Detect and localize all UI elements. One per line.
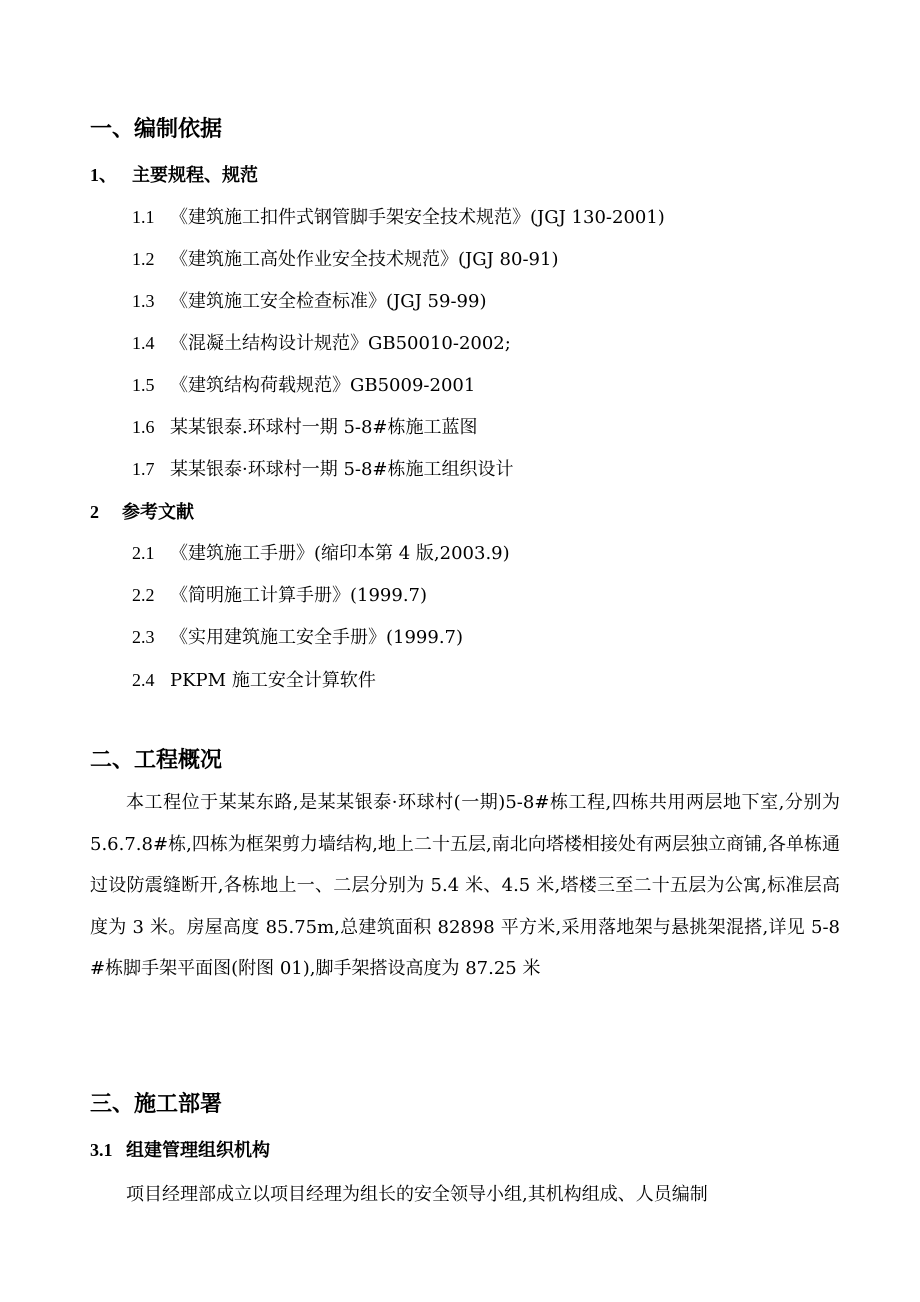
section-3-1-number: 3.1 [90,1140,113,1160]
reference-item-text: 某某银泰·环球村一期 5-8#栋施工组织设计 [170,459,514,480]
literature-item [132,586,427,605]
section-1-1-number: 1、 [90,165,117,185]
literature-item-text: PKPM 施工安全计算软件 [170,670,376,691]
organization-paragraph: 项目经理部成立以项目经理为组长的安全领导小组,其机构组成、人员编制 [126,1184,708,1205]
section-3-heading: 三、施工部署 [90,1092,223,1117]
reference-item-number: 1.4 [132,333,155,353]
literature-item-text: 《实用建筑施工安全手册》(1999.7) [170,627,464,648]
reference-item-number: 1.6 [132,417,155,437]
literature-item [132,671,376,690]
literature-item-text: 《简明施工计算手册》(1999.7) [170,585,428,606]
reference-item [132,292,486,311]
section-1-heading: 一、编制依据 [90,117,223,142]
section-3-1-title: 组建管理组织机构 [126,1140,270,1161]
literature-item-number: 2.4 [132,670,155,690]
literature-item-number: 2.3 [132,627,155,647]
reference-item-number: 1.3 [132,291,155,311]
literature-item-text: 《建筑施工手册》(缩印本第 4 版,2003.9) [170,543,510,564]
project-overview-paragraph: 本工程位于某某东路,是某某银泰·环球村(一期)5-8#栋工程,四栋共用两层地下室,分别为 5.6.7.8#栋,四栋为框架剪力墙结构,地上二十五层,南北向塔楼相接处有两层独立商铺,各单栋通过设防震缝断开,各栋地上一、二层分别为 5.4 米、4.5 米,塔楼三至二十五层为公寓,标准层高度为 3 米。房屋高度 85.75m,总建筑面积 82898 平方米,采用落地架与悬挑架混搭,详见 5-8#栋脚手架平面图(附图 01),脚手架搭设高度为 87.25 米 [90,792,840,979]
literature-item-number: 2.1 [132,543,155,563]
section-1-1-heading [90,166,258,185]
reference-item-text: 《建筑结构荷载规范》GB5009-2001 [170,375,476,396]
reference-item-text: 《建筑施工高处作业安全技术规范》(JGJ 80-91) [170,249,559,270]
reference-item-text: 某某银泰.环球村一期 5-8#栋施工蓝图 [170,417,478,438]
reference-item [132,418,478,437]
reference-item [132,250,558,269]
reference-item [132,208,665,227]
reference-item-number: 1.7 [132,459,155,479]
section-1-1-title: 主要规程、规范 [132,165,258,186]
reference-item-text: 《建筑施工扣件式钢管脚手架安全技术规范》(JGJ 130-2001) [170,207,665,228]
section-2-heading: 二、工程概况 [90,748,223,773]
reference-item-text: 《建筑施工安全检查标准》(JGJ 59-99) [170,291,487,312]
literature-item [132,628,463,647]
reference-item [132,460,514,479]
reference-item-number: 1.5 [132,375,155,395]
section-1-2-heading [90,503,194,522]
literature-item [132,544,510,563]
reference-item-text: 《混凝土结构设计规范》GB50010-2002; [170,333,511,354]
section-3-1-heading [90,1141,270,1160]
section-1-2-number: 2 [90,502,99,522]
reference-item [132,334,511,353]
reference-item [132,376,475,395]
literature-item-number: 2.2 [132,585,155,605]
section-1-2-title: 参考文献 [122,502,194,523]
reference-item-number: 1.1 [132,207,155,227]
reference-item-number: 1.2 [132,249,155,269]
